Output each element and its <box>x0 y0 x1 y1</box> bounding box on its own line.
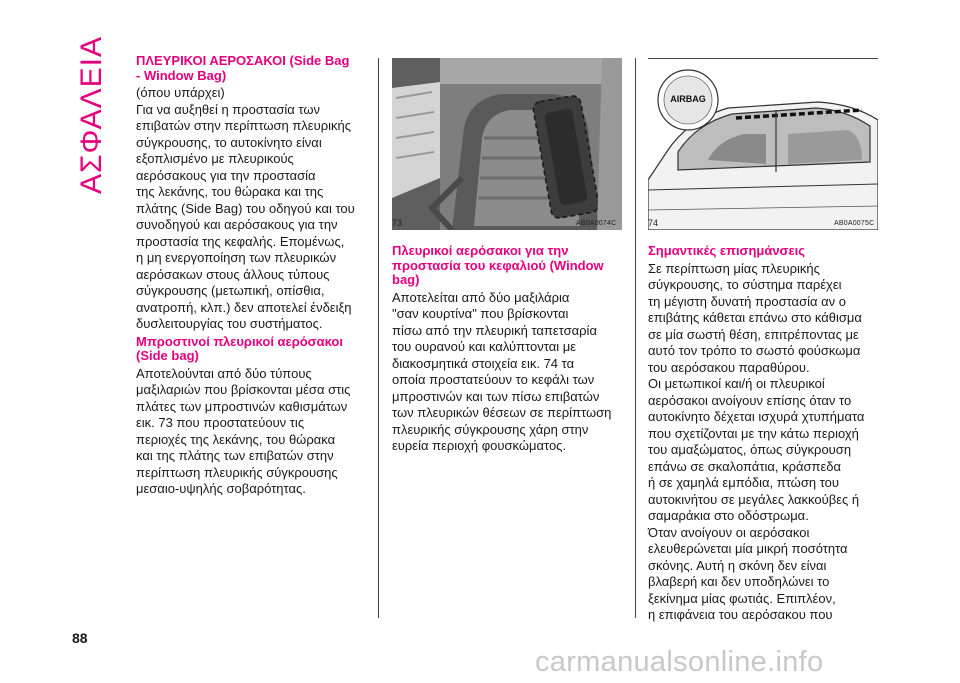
car-illustration <box>648 60 878 230</box>
column-2 <box>392 244 622 455</box>
paragraph-important-2: Οι μετωπικοί και/ή οι πλευρικοί αερόσακοι ανοίγουν επίσης όταν το αυτοκίνητο δέχεται ισχυρά χτυπήματα που σχετίζονται με την κάτω περιοχή του αμαξώματος, όπως σύγκρουση επάνω σε σκαλοπάτια, κράσπεδα ή σε χαμηλά εμπόδια, πτώση του αυτοκινήτου σε μεγάλες λακκούβες ή σαμαράκια στο οδόστρωμα. <box>648 376 865 523</box>
column-1 <box>136 54 364 498</box>
column-3 <box>648 244 880 624</box>
figure-74-window-airbag <box>648 60 878 230</box>
column-divider-2 <box>635 58 636 618</box>
heading-important-notes: Σημαντικές επισημάνσεις <box>648 243 805 258</box>
heading-front-side-bag: Μπροστινοί πλευρικοί αερόσακοι (Side bag) <box>136 333 343 363</box>
paragraph-front-side-bag: Αποτελούνται από δύο τύπους μαξιλαριών που βρίσκονται μέσα στις πλάτες των μπροστινών καθισμάτων εικ. 73 που προστατεύουν τις περιοχές της λεκάνης, του θώρακα και της πλάτης των επιβατών στην περίπτωση πλευρικής σύγκρουσης μεσαιο-υψηλής σοβαρότητας. <box>136 365 351 496</box>
figure-74-number: 74 <box>648 218 659 228</box>
section-title: ΑΣΦΑΛΕΙΑ <box>75 35 108 195</box>
watermark: carmanualsonline.info <box>535 646 824 678</box>
page-number: 88 <box>72 630 88 646</box>
column-divider-1 <box>378 58 379 618</box>
airbag-badge: AIRBAG <box>670 94 706 104</box>
paragraph-side-bag-intro: (όπου υπάρχει) Για να αυξηθεί η προστασία των επιβατών στην περίπτωση πλευρικής σύγκρουσης, το αυτοκίνητο είναι εξοπλισμένο με πλευρικούς αερόσακους για την προστασία της λεκάνης, του θώρακα και της πλάτης (Side Bag) του οδηγού και του συνοδηγού και αερόσακους για την προστασία της κεφαλής. Επομένως, η μη ενεργοποίηση των πλευρικών αερόσακων στους άλλους τύπους σύγκρουσης (μετωπική, οπίσθια, ανατροπή, κλπ.) δεν αποτελεί ένδειξη δυσλειτουργίας του συστήματος. <box>136 85 355 331</box>
paragraph-window-bag: Αποτελείται από δύο μαξιλάρια "σαν κουρτίνα" που βρίσκονται πίσω από την πλευρική ταπετσαρία του ουρανού και καλύπτονται με διακοσμητικά στοιχεία εικ. 74 τα οποία προστατεύουν το κεφάλι των μπροστινών και των πίσω επιβατών των πλευρικών θέσεων σε περίπτωση πλευρικής σύγκρουσης χάρη στην ευρεία περιοχή φουσκώματος. <box>392 289 612 453</box>
figure-74-top-rule <box>648 58 878 59</box>
figure-73-code: AB0A0074C <box>576 220 617 227</box>
figure-74-code: AB0A0075C <box>834 220 875 227</box>
seat-illustration <box>392 58 622 230</box>
figure-73-seat-side-airbag <box>392 58 622 230</box>
figure-73-number: 73 <box>392 218 403 228</box>
heading-window-bag: Πλευρικοί αερόσακοι για την προστασία του κεφαλιού (Window bag) <box>392 243 604 287</box>
paragraph-important-3: Όταν ανοίγουν οι αερόσακοι ελευθερώνεται μία μικρή ποσότητα σκόνης. Αυτή η σκόνη δεν είναι βλαβερή και δεν υποδηλώνει το ξεκίνημα μίας φωτιάς. Επιπλέον, η επιφάνεια του αερόσακου που <box>648 524 848 622</box>
paragraph-important-1: Σε περίπτωση μίας πλευρικής σύγκρουσης, το σύστημα παρέχει τη μέγιστη δυνατή προστασία αν ο επιβάτης κάθεται επάνω στο κάθισμα σε μία σωστή θέση, επιτρέποντας με αυτό τον τρόπο το σωστό φούσκωμα του αερόσακου παραθύρου. <box>648 260 862 375</box>
heading-side-window-bag: ΠΛΕΥΡΙΚΟΙ ΑΕΡΟΣΑΚΟΙ (Side Bag - Window Bag) <box>136 53 350 83</box>
